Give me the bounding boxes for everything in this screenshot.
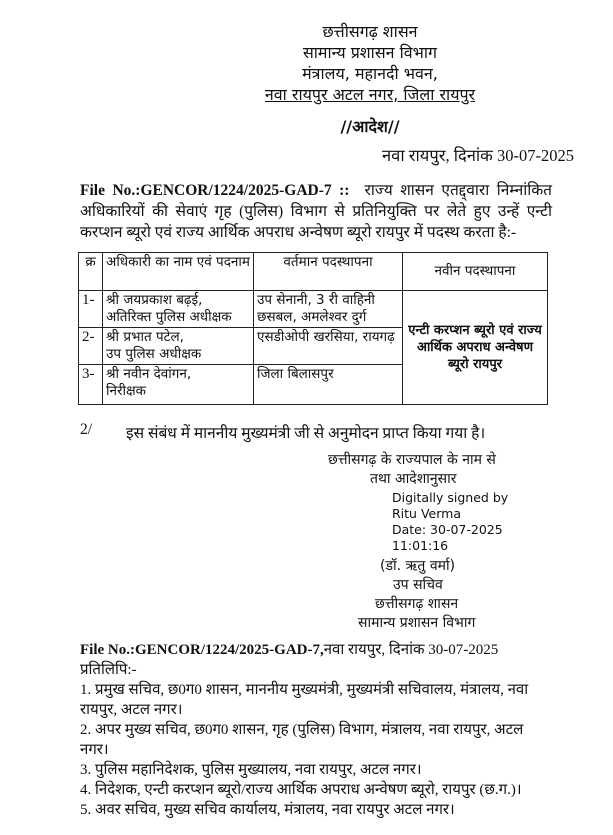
copy-file-line	[80, 640, 555, 660]
officer-name: श्री नवीन देवांगन,	[106, 366, 192, 382]
officer-name: श्री प्रभात पटेल,	[106, 329, 184, 345]
header-address: नवा रायपुर अटल नगर, जिला रायपुर	[264, 85, 476, 104]
signatory-dept: सामान्य प्रशासन विभाग	[358, 615, 476, 631]
signature-line1: छत्तीसगढ़ के राज्यपाल के नाम से	[328, 452, 496, 468]
officer-designation: निरीक्षक	[106, 383, 147, 399]
signature-line2: तथा आदेशानुसार	[370, 471, 457, 487]
file-number: File No.:GENCOR/1224/2025-GAD-7 ::	[80, 182, 350, 199]
header-building: मंत्रालय, महानदी भवन,	[302, 64, 438, 83]
order-text: राज्य शासन एतद्द्वारा निम्नांकित अधिकारियों की सेवाएं गृह (पुलिस) विभाग से प्रतिनियुक्ति पर लेते हुए उन्हें एन्टी करप्शन ब्यूरो एवं राज्य आर्थिक अपराध अन्वेषण ब्यूरो रायपुर में पदस्थ करता है:-	[80, 182, 552, 241]
officers-table	[78, 252, 548, 405]
row-serial: 3-	[79, 365, 103, 405]
copy-label: प्रतिलिपि:-	[80, 662, 137, 678]
copy-item: 5. अवर सचिव, मुख्य सचिव कार्यालय, मंत्रालय, नवा रायपुर अटल नगर।	[80, 802, 455, 818]
current-posting: जिला बिलासपुर	[254, 365, 403, 405]
col-serial: क्र	[79, 253, 103, 291]
header-gov: छत्तीसगढ़ शासन	[322, 22, 418, 41]
current-posting: उप सेनानी, 3 री वाहिनी छसबल, अमलेश्वर दुर्ग	[254, 291, 403, 328]
row-officer	[103, 365, 254, 405]
officer-name: श्री जयप्रकाश बढ़ई,	[106, 292, 203, 308]
col-new: नवीन पदस्थापना	[403, 253, 548, 291]
digital-date: Date: 30-07-2025	[392, 522, 503, 537]
place-date: नवा रायपुर, दिनांक 30-07-2025	[382, 146, 574, 165]
digital-signer: Ritu Verma	[392, 506, 461, 521]
para2-number: 2/	[80, 421, 93, 438]
table-header-row	[79, 253, 548, 291]
order-body	[80, 180, 552, 243]
order-title: //आदेश//	[340, 117, 400, 136]
current-posting: एसडीओपी खरसिया, रायगढ़	[254, 328, 403, 365]
row-officer	[103, 328, 254, 365]
copy-item: 2. अपर मुख्य सचिव, छ0ग0 शासन, गृह (पुलिस) विभाग, मंत्रालय, नवा रायपुर, अटल नगर।	[80, 722, 524, 758]
new-posting: एन्टी करप्शन ब्यूरो एवं राज्य आर्थिक अपराध अन्वेषण ब्यूरो रायपुर	[403, 291, 548, 405]
col-current: वर्तमान पदस्थापना	[254, 253, 403, 291]
copy-item: 4. निदेशक, एन्टी करप्शन ब्यूरो/राज्य आर्थिक अपराध अन्वेषण ब्यूरो, रायपुर (छ.ग.)।	[80, 782, 522, 798]
copy-item: 3. पुलिस महानिदेशक, पुलिस मुख्यालय, नवा रायपुर, अटल नगर।	[80, 762, 422, 778]
row-serial: 2-	[79, 328, 103, 365]
para2-text: इस संबंध में माननीय मुख्यमंत्री जी से अनुमोदन प्राप्त किया गया है।	[126, 425, 486, 442]
signatory-gov: छत्तीसगढ़ शासन	[375, 596, 459, 612]
officer-designation: उप पुलिस अधीक्षक	[106, 346, 202, 362]
copy-file-date: नवा रायपुर, दिनांक 30-07-2025	[323, 642, 499, 658]
row-serial: 1-	[79, 291, 103, 328]
copy-item: 1. प्रमुख सचिव, छ0ग0 शासन, माननीय मुख्यमंत्री, मुख्यमंत्री सचिवालय, मंत्रालय, नवा रायपुर, अटल नगर।	[80, 682, 529, 718]
digital-time: 11:01:16	[392, 538, 449, 553]
signatory-post: उप सचिव	[393, 577, 443, 593]
copy-file-number: File No.:GENCOR/1224/2025-GAD-7,	[80, 642, 324, 658]
header-dept: सामान्य प्रशासन विभाग	[302, 43, 438, 62]
copy-section	[80, 640, 555, 820]
officer-designation: अतिरिक्त पुलिस अधीक्षक	[106, 309, 232, 325]
table-row	[79, 291, 548, 328]
digital-signed-by: Digitally signed by	[392, 490, 509, 505]
row-officer	[103, 291, 254, 328]
col-name: अधिकारी का नाम एवं पदनाम	[103, 253, 254, 291]
signatory-name: (डॉ. ऋतु वर्मा)	[380, 558, 456, 574]
